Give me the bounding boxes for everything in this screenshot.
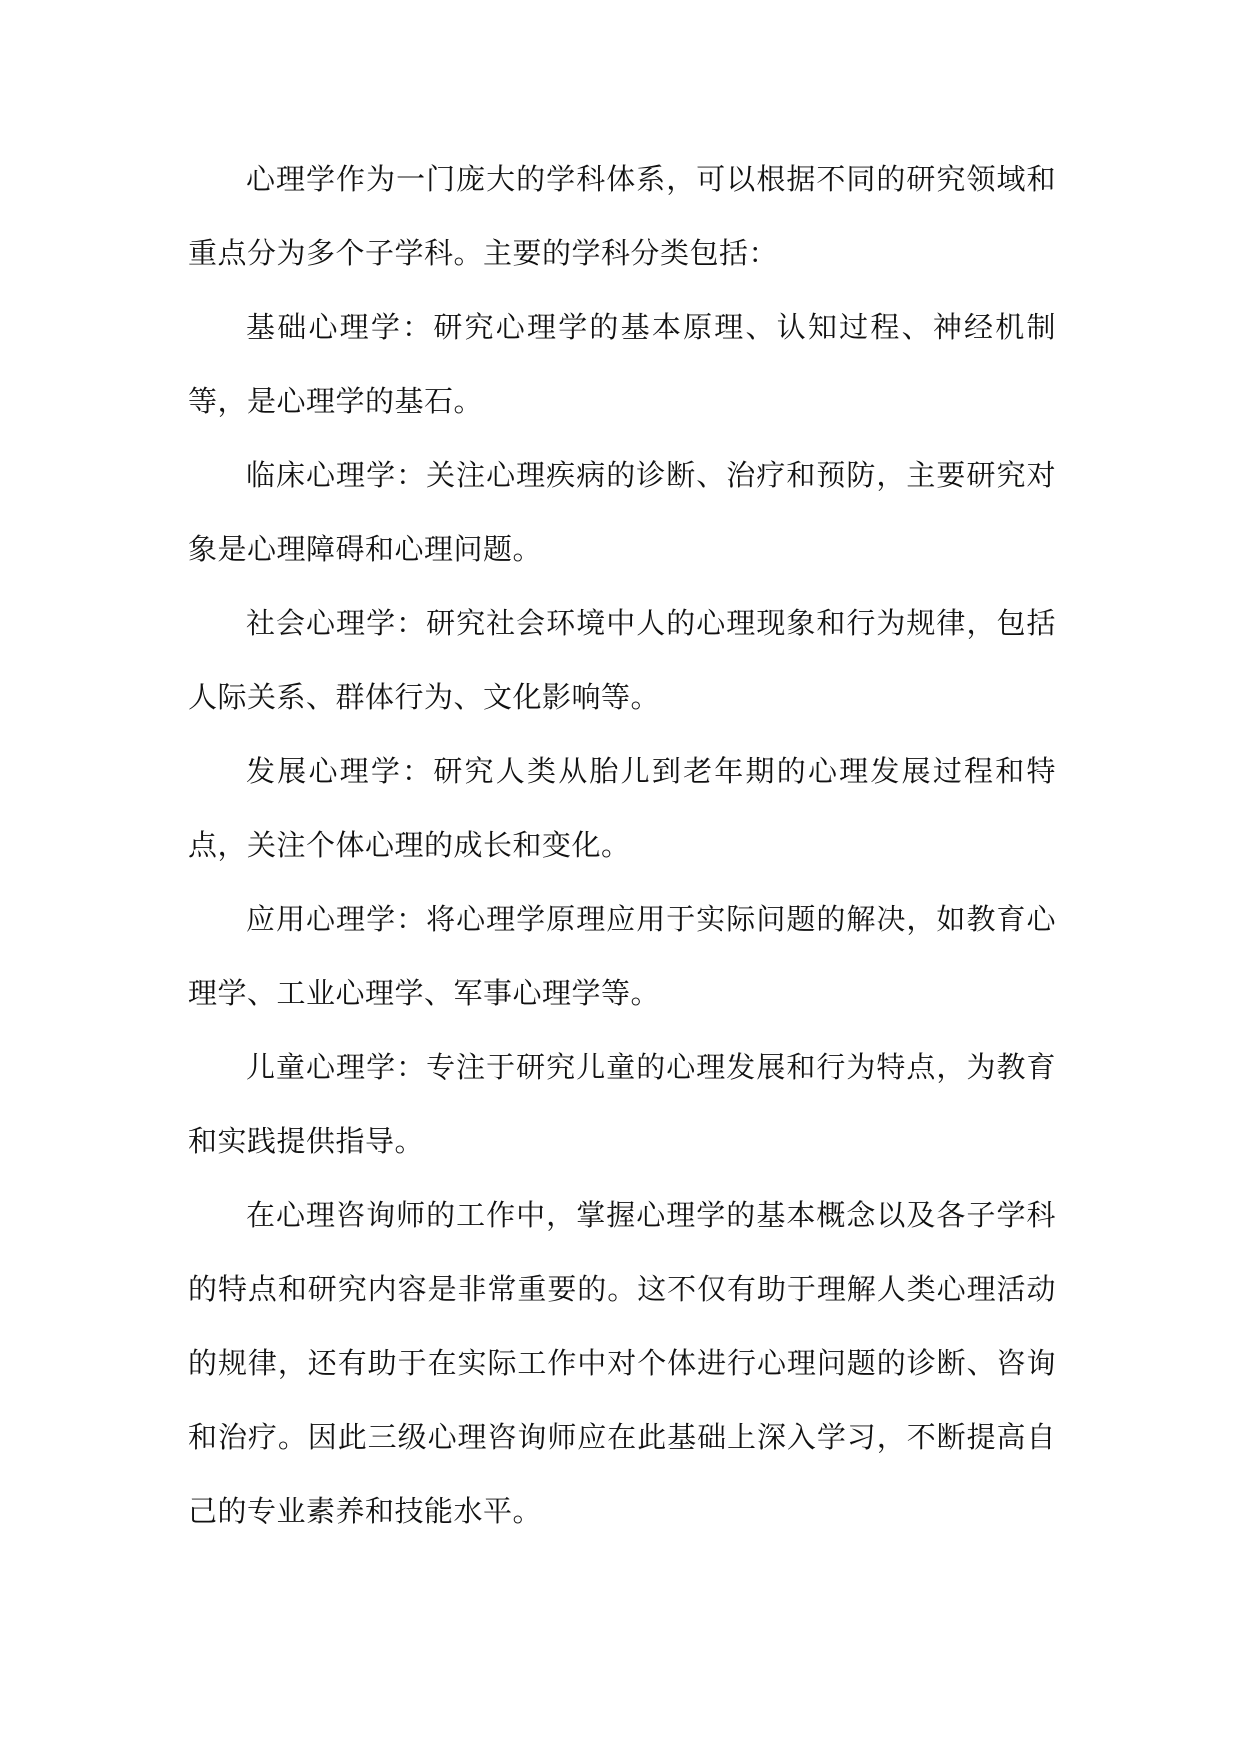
paragraph-developmental-psychology: 发展心理学：研究人类从胎儿到老年期的心理发展过程和特点，关注个体心理的成长和变化。 [188, 754, 1056, 862]
paragraph-social-psychology: 社会心理学：研究社会环境中人的心理现象和行为规律，包括人际关系、群体行为、文化影响等。 [188, 606, 1056, 714]
document-body [188, 142, 1056, 1548]
paragraph-basic-psychology: 基础心理学：研究心理学的基本原理、认知过程、神经机制等，是心理学的基石。 [188, 310, 1056, 418]
paragraph-applied-psychology: 应用心理学：将心理学原理应用于实际问题的解决，如教育心理学、工业心理学、军事心理学等。 [188, 902, 1056, 1010]
paragraph-child-psychology: 儿童心理学：专注于研究儿童的心理发展和行为特点，为教育和实践提供指导。 [188, 1050, 1056, 1158]
paragraph-conclusion: 在心理咨询师的工作中，掌握心理学的基本概念以及各子学科的特点和研究内容是非常重要的。这不仅有助于理解人类心理活动的规律，还有助于在实际工作中对个体进行心理问题的诊断、咨询和治疗。因此三级心理咨询师应在此基础上深入学习，不断提高自己的专业素养和技能水平。 [188, 1198, 1056, 1528]
paragraph-clinical-psychology: 临床心理学：关注心理疾病的诊断、治疗和预防，主要研究对象是心理障碍和心理问题。 [188, 458, 1056, 566]
paragraph-intro: 心理学作为一门庞大的学科体系，可以根据不同的研究领域和重点分为多个子学科。主要的学科分类包括： [188, 162, 1056, 270]
